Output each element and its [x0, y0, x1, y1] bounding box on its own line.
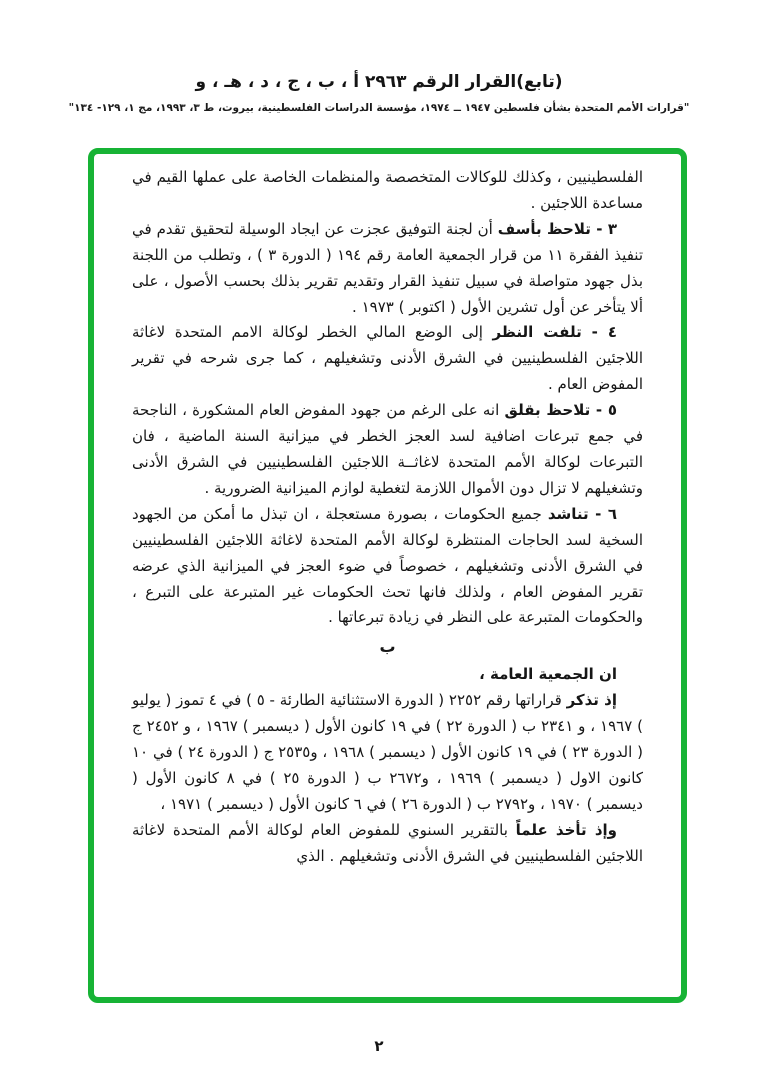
- paragraph-lead: وإذ تأخذ علماً: [515, 820, 618, 839]
- paragraph-6: [132, 502, 643, 632]
- paragraph-lead: ٣ - تلاحظ بأسف: [497, 219, 617, 238]
- paragraph-lead: إذ تذكر: [566, 691, 617, 710]
- paragraph-assembly: [132, 662, 643, 688]
- paragraph-text: الفلسطينيين ، وكذلك للوكالات المتخصصة والمنظمات الخاصة على عملها القيم في مساعدة اللاجئين .: [132, 168, 643, 212]
- document-body: [94, 154, 681, 869]
- section-b-heading: ب: [379, 637, 396, 657]
- page-number: ٢: [374, 1037, 384, 1055]
- paragraph-4: [132, 320, 643, 398]
- source-citation-line: "قرارات الأمم المتحدة بشأن فلسطين ١٩٤٧ ــ ١٩٧٤، مؤسسة الدراسات الفلسطينية، بيروت، ط ٣، ١٩٩٣، مج ١، ١٢٩- ١٣٤": [68, 102, 690, 114]
- paragraph-continuation: [132, 165, 643, 217]
- paragraph-text: انه على الرغم من جهود المفوض العام المشكورة ، الناجحة في جمع تبرعات اضافية لسد العجز الخطر في ميزانية السنة الماضية ، فان التبرعات لوكالة الأمم المتحدة لاغاثــة اللاجئين الفلسطينيين في الشرق الأدنى وتشغيلهم لا تزال دون الأموال اللازمة لتغطية لوازم الميزانية الضرورية .: [132, 401, 643, 497]
- paragraph-text: جميع الحكومات ، بصورة مستعجلة ، ان تبذل ما أمكن من الجهود السخية لسد الحاجات المنتظرة لوكالة الأمم المتحدة لاغاثة اللاجئين الفلسطينيين في الشرق الأدنى وتشغيلهم ، خصوصاً في ضوء العجز في الميزانية الذي عرضه تقرير المفوض العام ، ولذلك فانها تحث الحكومات غير المتبرعة على التبرع ، والحكومات المتبرعة على النظر في زيادة تبرعاتها .: [132, 504, 643, 627]
- paragraph-text: بالتقرير السنوي للمفوض العام لوكالة الأمم المتحدة لاغاثة اللاجئين الفلسطينيين في الشرق الأدنى وتشغيلهم . الذي: [132, 820, 643, 865]
- paragraph-taking-note: [132, 818, 643, 870]
- paragraph-lead: ٦ - تناشد: [547, 504, 617, 523]
- paragraph-text: إلى الوضع المالي الخطر لوكالة الامم المتحدة لاغاثة اللاجئين الفلسطينيين في الشرق الأدنى وتشغيلهم ، كما جرى شرحه في تقرير المفوض العام .: [132, 323, 643, 394]
- document-frame: [88, 148, 687, 1003]
- paragraph-lead: ٥ - تلاحظ بقلق: [504, 401, 618, 420]
- paragraph-text: قراراتها رقم ٢٢٥٢ ( الدورة الاستثنائية الطارئة - ٥ ) في ٤ تموز ( يوليو ) ١٩٦٧ ، و ٢٣٤١ ب ( الدورة ٢٢ ) في ١٩ كانون الأول ( ديسمبر ) ١٩٦٧ ، و ٢٤٥٢ ج ( الدورة ٢٣ ) في ١٩ كانون الأول ( ديسمبر ) ١٩٦٨ ، و٢٥٣٥ ج ( الدورة ٢٤ ) في ١٠ كانون الاول ( ديسمبر ) ١٩٦٩ ، و٢٦٧٢ ب ( الدورة ٢٥ ) في ٨ كانون الأول ( ديسمبر ) ١٩٧٠ ، و٢٧٩٢ ب ( الدورة ٢٦ ) في ٦ كانون الأول ( ديسمبر ) ١٩٧١ ،: [132, 691, 644, 813]
- paragraph-text: أن لجنة التوفيق عجزت عن ايجاد الوسيلة لتحقيق تقدم في تنفيذ الفقرة ١١ من قرار الجمعية العامة رقم ١٩٤ ( الدورة ٣ ) ، وتطلب من اللجنة بذل جهود متواصلة في سبيل تنفيذ القرار وتقديم تقرير بذلك بحسب الأصول ، على ألا يتأخر عن أول تشرين الأول ( اكتوبر ) ١٩٧٣ .: [132, 219, 643, 316]
- paragraph-recalling: [132, 688, 643, 818]
- page-title: (تابع)القرار الرقم ٢٩٦٣ أ ، ب ، ج ، د ، هـ ، و: [195, 72, 563, 92]
- paragraph-5: [132, 398, 643, 502]
- paragraph-3: [132, 217, 643, 321]
- paragraph-lead: ٤ - تلفت النظر: [492, 323, 617, 342]
- paragraph-lead: ان الجمعية العامة ،: [479, 665, 617, 684]
